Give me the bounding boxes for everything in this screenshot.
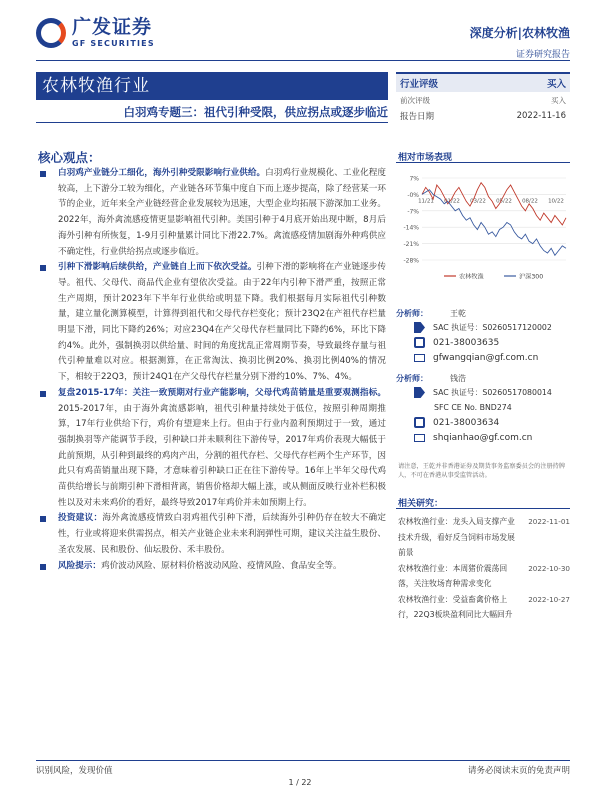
core-point [40,386,386,512]
previous-rating-value: 买入 [551,95,566,105]
report-type-block [470,24,570,60]
core-point-body: 白羽鸡行业规模化、工业化程度较高，上下游分工较为细化，产业链各环节集中度自下而上逐步提高，除了经营某一环节的企业，近年来全产业链经营企业发展较为迅速，大型企业均拓展下游深加工业务。2022年，海外禽流感疫情更显影响祖代引种。美国引种于4月底开始出现中断，8月后海外引种有所恢复，1-9月引种量累计同比下滑22.7%。禽流感疫情加剧海外种鸡供应不确定性，行业供给拐点或逐步临近。 [58,168,386,257]
report-subtitle: 白羽鸡专题三：祖代引种受限，供应拐点或逐步临近 [123,105,388,119]
related-research-list [398,514,570,623]
bullet-square-icon [40,516,46,522]
bullet-square-icon [40,171,46,177]
mail-icon [414,434,425,442]
core-point-lead: 投资建议： [58,513,103,524]
report-date-label: 报告日期 [400,112,435,122]
legend-label: 农林牧渔 [459,273,484,281]
y-tick-label: 7% [409,175,419,183]
x-tick-label: 05/22 [496,198,512,205]
subtitle-divider [36,122,388,123]
core-point-body: 引种下滑的影响将在产业链逐步传导。祖代、父母代、商品代企业有望依次受益。由于22年内引种下滑严重，按照正常生产周期，预计2023年下半年行业供给或明显下降。我们根据每月实际祖代引种数量，建立量化测算模型，计算得到祖代和父母代存栏变化；预计23Q2在产祖代存栏量明显下滑，同比下降约26%；对应23Q4在产父母代存栏量同比下降约6%，环比下降约4%。此外，强制换羽以供给量、时间的角度扰乱正常周期节奏，导致最终存量与祖代引种量难以对应。根据测算，在正常淘汰、换羽比例20%、换羽比例40%的情况下，相较于22Q3，预计24Q1在产父母代存栏量分别下滑约10%、7%、4%。 [58,262,386,383]
core-point-lead: 白羽鸡产业链分工细化，海外引种受限影响行业供给。 [58,168,266,178]
core-point [40,260,386,386]
company-logo [36,18,155,48]
analyst-phone: 021-38003635 [433,337,500,348]
rating-label: 行业评级 [400,79,439,90]
x-tick-label: 11/21 [418,198,434,205]
y-tick-label: -21% [403,241,419,249]
certificate-icon [414,322,425,333]
certificate-icon [414,387,425,398]
logo-english: GF SECURITIES [72,39,155,48]
related-item-date: 2022-10-30 [528,563,570,573]
analyst-name: 钱浩 [450,373,466,383]
analyst-section [396,306,574,445]
analyst-email[interactable]: gfwangqian@gf.com.cn [433,352,539,363]
page-number: 1 / 22 [288,778,312,787]
sector-title: 农林牧渔行业 [42,76,150,96]
logo-chinese: 广发证券 [72,16,153,38]
bullet-square-icon [40,391,46,397]
core-point [40,511,386,558]
core-point-lead: 复盘2015-17年：关注一致预期对行业产能影响，父母代鸡苗销量是重要观测指标。 [58,387,386,398]
core-point-body: 鸡价波动风险、原材料价格波动风险、疫情风险、食品安全等。 [100,560,342,571]
rating-table [396,72,570,124]
related-item-date: 2022-11-01 [528,517,570,526]
analyst-sfc-cert: SFC CE No. BND274 [434,403,512,412]
header-divider [36,60,570,61]
y-tick-label: -0% [407,191,419,199]
analyst-disclaimer: 请注意，王乾并非香港证券及期货事务监察委员会的注册持牌人，不可在香港从事受监管活动。 [398,463,566,479]
core-point [40,166,386,260]
chart-title: 相对市场表现 [398,153,453,163]
related-item-title: 农林牧渔行业：受益畜禽价格上行，22Q3板块盈利同比大幅回升 [398,594,513,619]
rating-header-row [396,72,570,92]
analyst-card [396,306,574,365]
gf-logo-icon [36,18,66,48]
analyst-role: 分析师： [396,373,428,383]
phone-icon [414,337,425,348]
related-item-title: 农林牧渔行业：本周猪价震荡回落，关注牧场育种需求变化 [398,563,508,588]
related-research-heading: 相关研究： [398,499,444,509]
core-point [40,559,386,575]
analyst-name: 王乾 [450,308,466,318]
chart-title-divider [396,162,570,163]
analyst-card [396,371,574,445]
core-points-list [40,166,386,574]
related-divider [396,508,570,509]
report-subtype: 证券研究报告 [515,50,570,60]
x-tick-label: 03/22 [470,198,486,205]
analyst-cert: SAC 执证号：S0260517080014 [433,388,552,397]
analyst-email[interactable]: shqianhao@gf.com.cn [433,432,533,443]
report-date-row [396,108,570,124]
mail-icon [414,354,425,362]
rating-value: 买入 [546,79,566,90]
related-item-date: 2022-10-27 [528,594,570,604]
core-point-lead: 引种下滑影响后续供给，产业链自上而下依次受益。 [58,262,257,273]
footer-divider [36,760,570,761]
core-point-body: 海外禽流感疫情致白羽鸡祖代引种下滑，后续海外引种仍存在较大不确定性，行业或将迎来供需拐点，相关产业链企业未来利润弹性可期，建议关注益生股份、圣农发展、民和股份、仙坛股份、禾丰股份。 [58,513,386,555]
relative-performance-chart [396,168,570,288]
related-item[interactable] [398,561,570,592]
x-tick-label: 08/22 [522,198,538,205]
core-point-lead: 风险提示： [58,560,101,571]
sector-banner [36,72,388,100]
analyst-cert: SAC 执证号：S0260517120002 [433,323,552,332]
x-tick-label: 01/22 [444,198,460,205]
report-type: 深度分析|农林牧渔 [469,26,570,40]
footer-disclaimer-note: 请务必阅读末页的免责声明 [467,766,570,776]
analyst-phone: 021-38003634 [433,417,500,428]
related-item[interactable] [398,592,570,623]
footer-slogan: 识别风险，发现价值 [36,766,113,776]
phone-icon [414,417,425,428]
core-point-body: 2015-2017年，由于海外禽流感影响，祖代引种量持续处于低位，按照引种周期推算，17年行业供给下行，鸡价有望迎来上行。但由于行业内盈利预期过于一致，通过强制换羽等产能调节手段，引种缺口并未顺利往下游传导，2017年鸡价表现大幅低于此前预期，从引种到最终的鸡肉产出，分割的祖代存栏、父母代存栏两个生产环节，因此只有鸡苗销量出现下降，才意味着引种缺口正在往下游传导。16年上半年父母代鸡苗供给增长与前期引种下滑相背离，销售价格却大幅上涨，或从侧面反映行业补栏积极性以及对未来鸡价的看好，最终导致2017年鸡价并未如预期上行。 [58,403,386,508]
y-tick-label: -28% [403,257,419,265]
core-points-heading: 核心观点： [38,150,101,165]
x-tick-label: 10/22 [548,198,564,205]
related-item[interactable] [398,514,570,561]
previous-rating-row [396,92,570,108]
related-item-title: 农林牧渔行业：龙头入局支撑产业技术升级，看好反刍饲料市场发展前景 [398,517,515,557]
bullet-square-icon [40,564,46,570]
analyst-role: 分析师： [396,308,428,318]
y-tick-label: -14% [403,224,419,232]
legend-label: 沪深300 [519,273,544,281]
blank-icon [414,402,426,414]
bullet-square-icon [40,265,46,271]
report-date-value: 2022-11-16 [516,111,566,121]
previous-rating-label: 前次评级 [400,95,430,105]
y-tick-label: -7% [407,208,419,216]
